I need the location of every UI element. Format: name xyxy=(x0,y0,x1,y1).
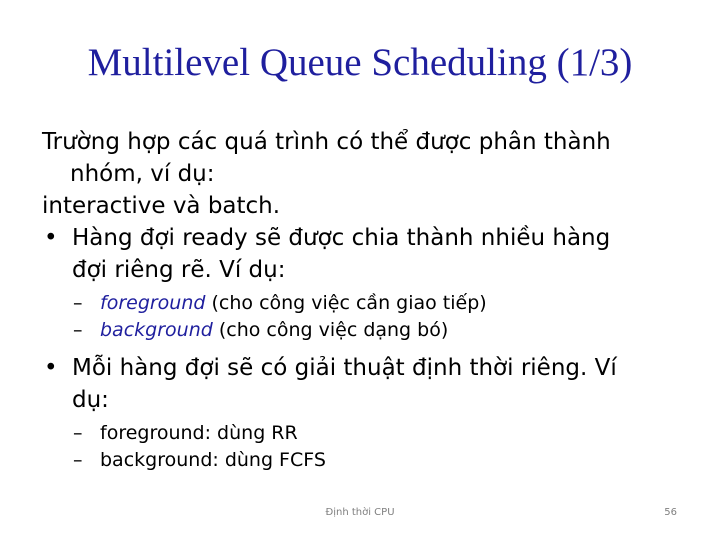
term-foreground: foreground xyxy=(100,292,206,314)
sub-item-2-text: (cho công việc dạng bó) xyxy=(212,319,449,341)
intro-line-3: interactive và batch. xyxy=(42,193,281,219)
sub-item-background xyxy=(42,317,682,344)
sub-item-fcfs xyxy=(42,447,682,474)
sub-list-1 xyxy=(42,290,682,344)
bullet-1-line-2: đợi riêng rẽ. Ví dụ: xyxy=(72,257,286,283)
dash-icon: – xyxy=(73,292,83,314)
sub-item-1-text: (cho công việc cần giao tiếp) xyxy=(205,292,487,314)
intro-line-1: Trường hợp các quá trình có thể được phân thành xyxy=(42,129,611,155)
sub-item-foreground xyxy=(42,290,682,317)
bullet-item-1 xyxy=(42,222,682,286)
page-number: 56 xyxy=(664,507,677,518)
bullet-item-2 xyxy=(42,352,682,416)
sub-item-rr xyxy=(42,420,682,447)
sub-list-2 xyxy=(42,420,682,474)
sub-item-3-text: foreground: dùng RR xyxy=(100,422,298,444)
sub-item-4-text: background: dùng FCFS xyxy=(100,449,326,471)
footer-title: Định thời CPU xyxy=(325,507,395,518)
bullet-icon: • xyxy=(44,225,58,251)
term-background: background xyxy=(100,319,213,341)
slide-title: Multilevel Queue Scheduling (1/3) xyxy=(87,41,633,84)
dash-icon: – xyxy=(73,449,83,471)
dash-icon: – xyxy=(73,422,83,444)
dash-icon: – xyxy=(73,319,83,341)
bullet-icon: • xyxy=(44,355,58,381)
bullet-2-line-2: dụ: xyxy=(72,387,109,413)
slide-body xyxy=(42,126,682,474)
bullet-1-line-1: Hàng đợi ready sẽ được chia thành nhiều hàng xyxy=(72,225,611,251)
bullet-2-line-1: Mỗi hàng đợi sẽ có giải thuật định thời riêng. Ví xyxy=(72,355,617,381)
intro-line-2: nhóm, ví dụ: xyxy=(70,161,215,187)
